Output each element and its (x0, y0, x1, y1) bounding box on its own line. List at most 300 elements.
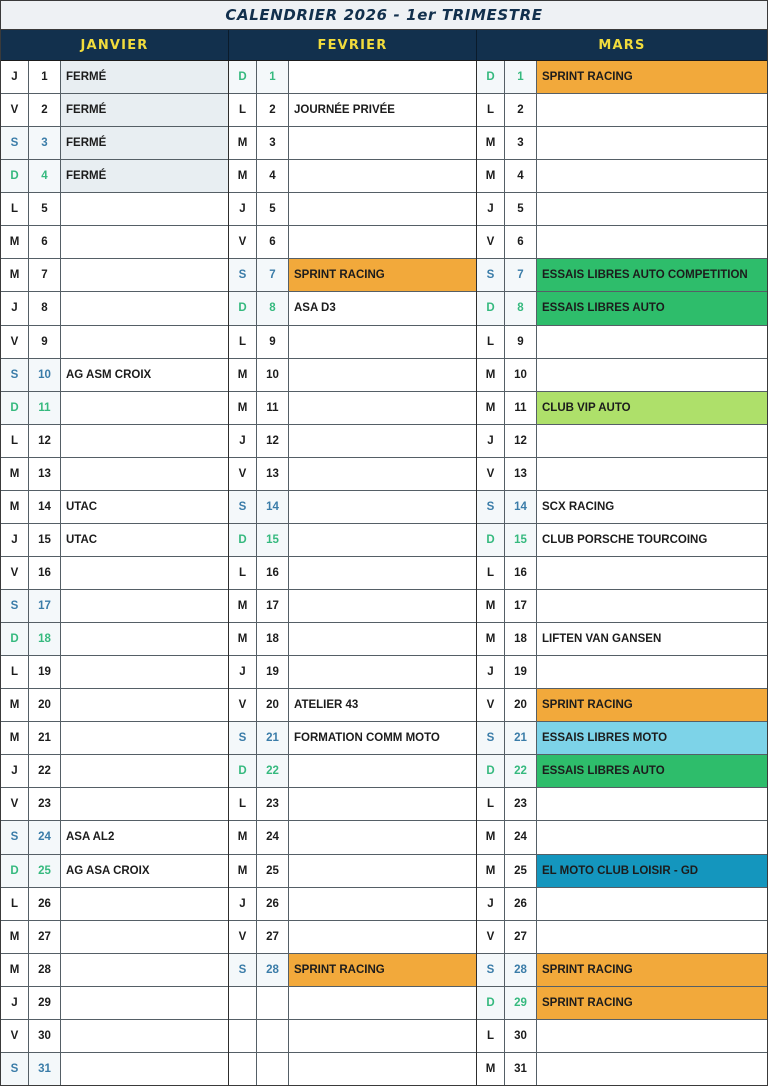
day-event-empty[interactable] (61, 590, 228, 622)
day-of-week-label: S (1, 127, 29, 159)
day-row[interactable] (1, 160, 228, 193)
day-of-week-label: L (229, 788, 257, 820)
day-row[interactable] (1, 755, 228, 788)
day-row[interactable] (477, 987, 767, 1020)
day-number-label: 27 (257, 921, 289, 953)
day-event-empty[interactable] (289, 458, 476, 490)
day-event-label[interactable]: JOURNÉE PRIVÉE (294, 104, 395, 117)
day-row[interactable] (1, 722, 228, 755)
day-number-label: 9 (29, 326, 61, 358)
day-of-week-label: L (1, 193, 29, 225)
day-row[interactable] (229, 623, 476, 656)
day-row[interactable] (229, 193, 476, 226)
day-number-label: 7 (29, 259, 61, 291)
day-event-empty[interactable] (537, 226, 767, 258)
month-column-february (229, 61, 477, 1085)
day-row[interactable] (477, 590, 767, 623)
month-header-label: FEVRIER (317, 37, 388, 53)
day-row[interactable] (477, 226, 767, 259)
day-row[interactable] (1, 623, 228, 656)
day-event-empty[interactable] (61, 557, 228, 589)
day-row[interactable] (477, 623, 767, 656)
day-row[interactable] (229, 292, 476, 325)
day-event-label[interactable]: ASA AL2 (66, 831, 115, 844)
day-of-week-label: L (477, 788, 505, 820)
day-row[interactable] (1, 1020, 228, 1053)
day-number-label: 11 (257, 392, 289, 424)
day-event-empty[interactable] (537, 425, 767, 457)
day-row[interactable] (1, 61, 228, 94)
day-of-week-label: J (477, 656, 505, 688)
day-event-empty[interactable] (289, 921, 476, 953)
day-event-empty[interactable] (289, 855, 476, 887)
day-event-label[interactable]: EL MOTO CLUB LOISIR - GD (537, 855, 767, 887)
day-row[interactable] (1, 259, 228, 292)
day-number-label: 26 (257, 888, 289, 920)
day-event-label[interactable]: ASA D3 (294, 302, 336, 315)
day-number-label: 20 (257, 689, 289, 721)
day-number-label: 19 (257, 656, 289, 688)
day-row[interactable] (477, 160, 767, 193)
day-event-label[interactable]: ESSAIS LIBRES MOTO (537, 722, 767, 754)
day-row[interactable] (477, 656, 767, 689)
day-row[interactable] (1, 1053, 228, 1085)
day-number-label: 27 (505, 921, 537, 953)
day-event-empty[interactable] (61, 392, 228, 424)
day-of-week-label: S (229, 491, 257, 523)
day-event-empty[interactable] (61, 193, 228, 225)
day-row[interactable] (477, 1020, 767, 1053)
day-row[interactable] (1, 821, 228, 854)
day-event-empty[interactable] (61, 954, 228, 986)
day-row[interactable] (1, 359, 228, 392)
day-row[interactable] (477, 392, 767, 425)
day-of-week-label: J (1, 61, 29, 93)
day-event-empty[interactable] (289, 326, 476, 358)
day-number-label: 26 (29, 888, 61, 920)
day-of-week-label: M (1, 689, 29, 721)
day-row[interactable] (229, 127, 476, 160)
day-of-week-label: D (229, 61, 257, 93)
day-row[interactable] (477, 458, 767, 491)
day-number-label: 29 (505, 987, 537, 1019)
day-of-week-label: D (477, 755, 505, 787)
day-event-label[interactable]: ATELIER 43 (294, 699, 359, 712)
day-event-empty[interactable] (289, 987, 476, 1019)
day-event-empty[interactable] (289, 392, 476, 424)
day-row[interactable] (477, 888, 767, 921)
day-number-label: 31 (29, 1053, 61, 1085)
day-of-week-label: M (477, 127, 505, 159)
day-of-week-label: L (229, 326, 257, 358)
day-number-label: 3 (257, 127, 289, 159)
day-of-week-label: J (1, 987, 29, 1019)
day-row[interactable] (477, 954, 767, 987)
day-event-empty[interactable] (289, 425, 476, 457)
day-of-week-label: D (229, 292, 257, 324)
day-event-empty[interactable] (289, 491, 476, 523)
month-header-march (477, 30, 767, 60)
month-header-january (1, 30, 229, 60)
day-of-week-label: L (229, 94, 257, 126)
day-event-empty[interactable] (289, 656, 476, 688)
day-row[interactable] (229, 1020, 476, 1053)
day-event-label[interactable]: SPRINT RACING (289, 954, 476, 986)
day-row[interactable] (229, 491, 476, 524)
day-row[interactable] (477, 94, 767, 127)
day-number-label: 1 (257, 61, 289, 93)
day-event-label[interactable]: SPRINT RACING (537, 689, 767, 721)
day-row[interactable] (1, 458, 228, 491)
day-event-empty[interactable] (537, 326, 767, 358)
day-of-week-label: L (1, 425, 29, 457)
day-event-label[interactable]: SPRINT RACING (537, 987, 767, 1019)
day-event-label[interactable]: CLUB PORSCHE TOURCOING (542, 533, 708, 546)
day-event-empty[interactable] (537, 921, 767, 953)
day-of-week-label: S (477, 259, 505, 291)
day-number-label: 7 (505, 259, 537, 291)
day-event-empty[interactable] (537, 193, 767, 225)
day-number-label: 9 (257, 326, 289, 358)
day-of-week-label: M (229, 623, 257, 655)
day-event-empty[interactable] (537, 94, 767, 126)
day-of-week-label: M (477, 590, 505, 622)
day-of-week-label: M (477, 1053, 505, 1085)
day-number-label: 20 (29, 689, 61, 721)
day-row[interactable] (1, 888, 228, 921)
day-event-empty[interactable] (61, 656, 228, 688)
day-number-label: 8 (505, 292, 537, 324)
day-row[interactable] (477, 557, 767, 590)
day-row[interactable] (477, 722, 767, 755)
day-row[interactable] (229, 987, 476, 1020)
day-row[interactable] (477, 326, 767, 359)
day-event-label[interactable]: LIFTEN VAN GANSEN (542, 633, 662, 646)
day-event-empty[interactable] (61, 425, 228, 457)
day-event-empty[interactable] (61, 226, 228, 258)
day-number-label: 16 (505, 557, 537, 589)
day-number-label: 26 (505, 888, 537, 920)
day-row[interactable] (229, 557, 476, 590)
day-of-week-label: L (1, 888, 29, 920)
day-row[interactable] (1, 326, 228, 359)
day-row[interactable] (477, 292, 767, 325)
day-number-label: 22 (257, 755, 289, 787)
day-event-empty[interactable] (61, 921, 228, 953)
day-row[interactable] (229, 226, 476, 259)
day-event-label[interactable]: AG ASA CROIX (66, 864, 150, 877)
day-number-label: 20 (505, 689, 537, 721)
day-row[interactable] (477, 425, 767, 458)
day-number-label: 28 (29, 954, 61, 986)
day-event-empty[interactable] (537, 1020, 767, 1052)
day-event-empty[interactable] (289, 590, 476, 622)
day-row[interactable] (1, 292, 228, 325)
day-row[interactable] (1, 491, 228, 524)
day-number-label: 18 (29, 623, 61, 655)
day-event-empty[interactable] (61, 722, 228, 754)
day-number-label: 4 (505, 160, 537, 192)
day-number-label: 30 (29, 1020, 61, 1052)
day-of-week-label: D (477, 61, 505, 93)
day-row[interactable] (477, 491, 767, 524)
day-of-week-label: L (477, 1020, 505, 1052)
day-event-label[interactable]: AG ASM CROIX (66, 368, 152, 381)
day-number-label: 14 (505, 491, 537, 523)
day-number-label: 15 (505, 524, 537, 556)
day-row[interactable] (229, 425, 476, 458)
day-event-empty[interactable] (289, 821, 476, 853)
day-row[interactable] (229, 160, 476, 193)
day-number-label: 27 (29, 921, 61, 953)
day-event-empty[interactable] (289, 160, 476, 192)
day-event-empty[interactable] (537, 557, 767, 589)
day-row[interactable] (477, 61, 767, 94)
day-event-empty[interactable] (537, 160, 767, 192)
day-event-empty[interactable] (61, 292, 228, 324)
day-number-label: 23 (505, 788, 537, 820)
day-row[interactable] (477, 921, 767, 954)
day-event-label[interactable]: FERMÉ (61, 94, 228, 126)
day-row[interactable] (229, 524, 476, 557)
day-of-week-label: D (477, 292, 505, 324)
day-row[interactable] (229, 722, 476, 755)
day-event-empty[interactable] (289, 61, 476, 93)
day-event-label[interactable]: FERMÉ (61, 160, 228, 192)
day-number-label (257, 1053, 289, 1085)
day-event-empty[interactable] (61, 259, 228, 291)
day-event-empty[interactable] (537, 1053, 767, 1085)
day-of-week-label: M (1, 458, 29, 490)
day-of-week-label: V (477, 921, 505, 953)
day-event-empty[interactable] (289, 193, 476, 225)
day-event-empty[interactable] (289, 755, 476, 787)
day-of-week-label: V (229, 921, 257, 953)
day-of-week-label: L (229, 557, 257, 589)
day-event-empty[interactable] (61, 689, 228, 721)
day-of-week-label: J (477, 425, 505, 457)
day-event-empty[interactable] (537, 127, 767, 159)
day-of-week-label: L (477, 557, 505, 589)
day-of-week-label: J (477, 888, 505, 920)
day-event-empty[interactable] (537, 788, 767, 820)
day-number-label: 13 (257, 458, 289, 490)
day-row[interactable] (477, 524, 767, 557)
day-event-label[interactable]: UTAC (66, 500, 98, 513)
day-event-label[interactable]: ESSAIS LIBRES AUTO COMPETITION (537, 259, 767, 291)
day-row[interactable] (477, 259, 767, 292)
day-event-empty[interactable] (289, 1053, 476, 1085)
day-of-week-label: L (1, 656, 29, 688)
day-row[interactable] (229, 61, 476, 94)
month-header-february (229, 30, 477, 60)
day-row[interactable] (1, 425, 228, 458)
day-event-empty[interactable] (61, 888, 228, 920)
day-number-label: 2 (257, 94, 289, 126)
day-event-empty[interactable] (289, 524, 476, 556)
day-of-week-label: M (1, 226, 29, 258)
day-row[interactable] (1, 590, 228, 623)
day-row[interactable] (229, 326, 476, 359)
day-row[interactable] (1, 855, 228, 888)
day-row[interactable] (477, 1053, 767, 1085)
day-of-week-label: M (477, 855, 505, 887)
day-number-label: 1 (505, 61, 537, 93)
day-number-label: 5 (505, 193, 537, 225)
day-event-empty[interactable] (289, 557, 476, 589)
day-number-label: 18 (505, 623, 537, 655)
day-number-label: 9 (505, 326, 537, 358)
day-number-label: 28 (257, 954, 289, 986)
day-of-week-label: S (1, 821, 29, 853)
day-row[interactable] (1, 788, 228, 821)
day-row[interactable] (1, 689, 228, 722)
day-row[interactable] (1, 954, 228, 987)
day-number-label: 22 (29, 755, 61, 787)
day-number-label: 30 (505, 1020, 537, 1052)
day-row[interactable] (1, 656, 228, 689)
day-row[interactable] (229, 788, 476, 821)
day-of-week-label: M (477, 160, 505, 192)
day-row[interactable] (229, 755, 476, 788)
day-event-label[interactable]: UTAC (66, 533, 98, 546)
day-row[interactable] (229, 1053, 476, 1085)
day-event-empty[interactable] (289, 127, 476, 159)
day-row[interactable] (477, 689, 767, 722)
day-event-label[interactable]: SCX RACING (542, 500, 615, 513)
day-number-label: 25 (257, 855, 289, 887)
day-of-week-label: V (477, 689, 505, 721)
day-event-empty[interactable] (289, 788, 476, 820)
day-row[interactable] (229, 590, 476, 623)
day-row[interactable] (477, 755, 767, 788)
day-row[interactable] (1, 987, 228, 1020)
day-event-empty[interactable] (61, 755, 228, 787)
day-of-week-label (229, 1020, 257, 1052)
day-event-label[interactable]: ESSAIS LIBRES AUTO (537, 292, 767, 324)
day-row[interactable] (229, 689, 476, 722)
day-number-label: 24 (505, 821, 537, 853)
months-header-row (1, 30, 767, 61)
day-event-empty[interactable] (289, 226, 476, 258)
day-row[interactable] (477, 193, 767, 226)
day-number-label: 23 (257, 788, 289, 820)
day-number-label: 13 (505, 458, 537, 490)
day-row[interactable] (229, 954, 476, 987)
day-event-empty[interactable] (537, 821, 767, 853)
day-event-label[interactable]: FERMÉ (61, 61, 228, 93)
day-of-week-label: V (477, 226, 505, 258)
day-number-label: 28 (505, 954, 537, 986)
day-row[interactable] (477, 359, 767, 392)
day-row[interactable] (1, 193, 228, 226)
month-header-label: JANVIER (80, 37, 149, 53)
day-row[interactable] (1, 524, 228, 557)
day-event-empty[interactable] (289, 888, 476, 920)
day-of-week-label: D (1, 160, 29, 192)
day-of-week-label: M (1, 722, 29, 754)
day-row[interactable] (229, 855, 476, 888)
day-row[interactable] (477, 788, 767, 821)
day-of-week-label (229, 987, 257, 1019)
day-of-week-label: M (229, 821, 257, 853)
day-number-label: 10 (257, 359, 289, 391)
day-number-label: 5 (29, 193, 61, 225)
day-row[interactable] (229, 921, 476, 954)
calendar-title-bar (1, 1, 767, 30)
day-of-week-label: S (229, 722, 257, 754)
day-number-label: 16 (29, 557, 61, 589)
day-row[interactable] (229, 888, 476, 921)
day-event-empty[interactable] (537, 656, 767, 688)
day-of-week-label: M (1, 921, 29, 953)
day-row[interactable] (229, 259, 476, 292)
day-of-week-label: M (477, 359, 505, 391)
day-row[interactable] (229, 656, 476, 689)
day-event-empty[interactable] (61, 623, 228, 655)
day-row[interactable] (1, 226, 228, 259)
day-number-label: 21 (29, 722, 61, 754)
day-of-week-label: M (229, 359, 257, 391)
day-event-label[interactable]: SPRINT RACING (537, 61, 767, 93)
day-event-empty[interactable] (61, 458, 228, 490)
day-row[interactable] (229, 821, 476, 854)
day-event-empty[interactable] (537, 458, 767, 490)
day-row[interactable] (477, 855, 767, 888)
day-event-empty[interactable] (537, 359, 767, 391)
day-event-empty[interactable] (537, 888, 767, 920)
day-event-empty[interactable] (289, 623, 476, 655)
day-row[interactable] (1, 921, 228, 954)
day-event-label[interactable]: CLUB VIP AUTO (537, 392, 767, 424)
day-of-week-label: V (229, 458, 257, 490)
day-event-empty[interactable] (537, 590, 767, 622)
day-of-week-label: M (477, 623, 505, 655)
day-event-label[interactable]: FERMÉ (61, 127, 228, 159)
day-of-week-label: D (1, 623, 29, 655)
day-event-empty[interactable] (289, 1020, 476, 1052)
day-number-label: 19 (505, 656, 537, 688)
day-event-empty[interactable] (289, 359, 476, 391)
day-row[interactable] (477, 821, 767, 854)
day-row[interactable] (1, 127, 228, 160)
day-of-week-label: S (229, 259, 257, 291)
day-event-empty[interactable] (61, 788, 228, 820)
day-of-week-label: M (1, 954, 29, 986)
day-number-label: 15 (257, 524, 289, 556)
day-row[interactable] (1, 557, 228, 590)
day-event-empty[interactable] (61, 326, 228, 358)
day-event-label[interactable]: SPRINT RACING (537, 954, 767, 986)
day-event-empty[interactable] (61, 987, 228, 1019)
day-row[interactable] (1, 392, 228, 425)
day-event-empty[interactable] (61, 1020, 228, 1052)
day-row[interactable] (229, 94, 476, 127)
day-row[interactable] (229, 392, 476, 425)
day-number-label: 17 (29, 590, 61, 622)
day-row[interactable] (477, 127, 767, 160)
day-number-label: 19 (29, 656, 61, 688)
day-number-label: 21 (505, 722, 537, 754)
day-event-label[interactable]: ESSAIS LIBRES AUTO (537, 755, 767, 787)
day-row[interactable] (1, 94, 228, 127)
day-event-empty[interactable] (61, 1053, 228, 1085)
day-event-label[interactable]: SPRINT RACING (289, 259, 476, 291)
day-event-label[interactable]: FORMATION COMM MOTO (294, 732, 440, 745)
day-row[interactable] (229, 359, 476, 392)
day-of-week-label: L (477, 94, 505, 126)
day-row[interactable] (229, 458, 476, 491)
